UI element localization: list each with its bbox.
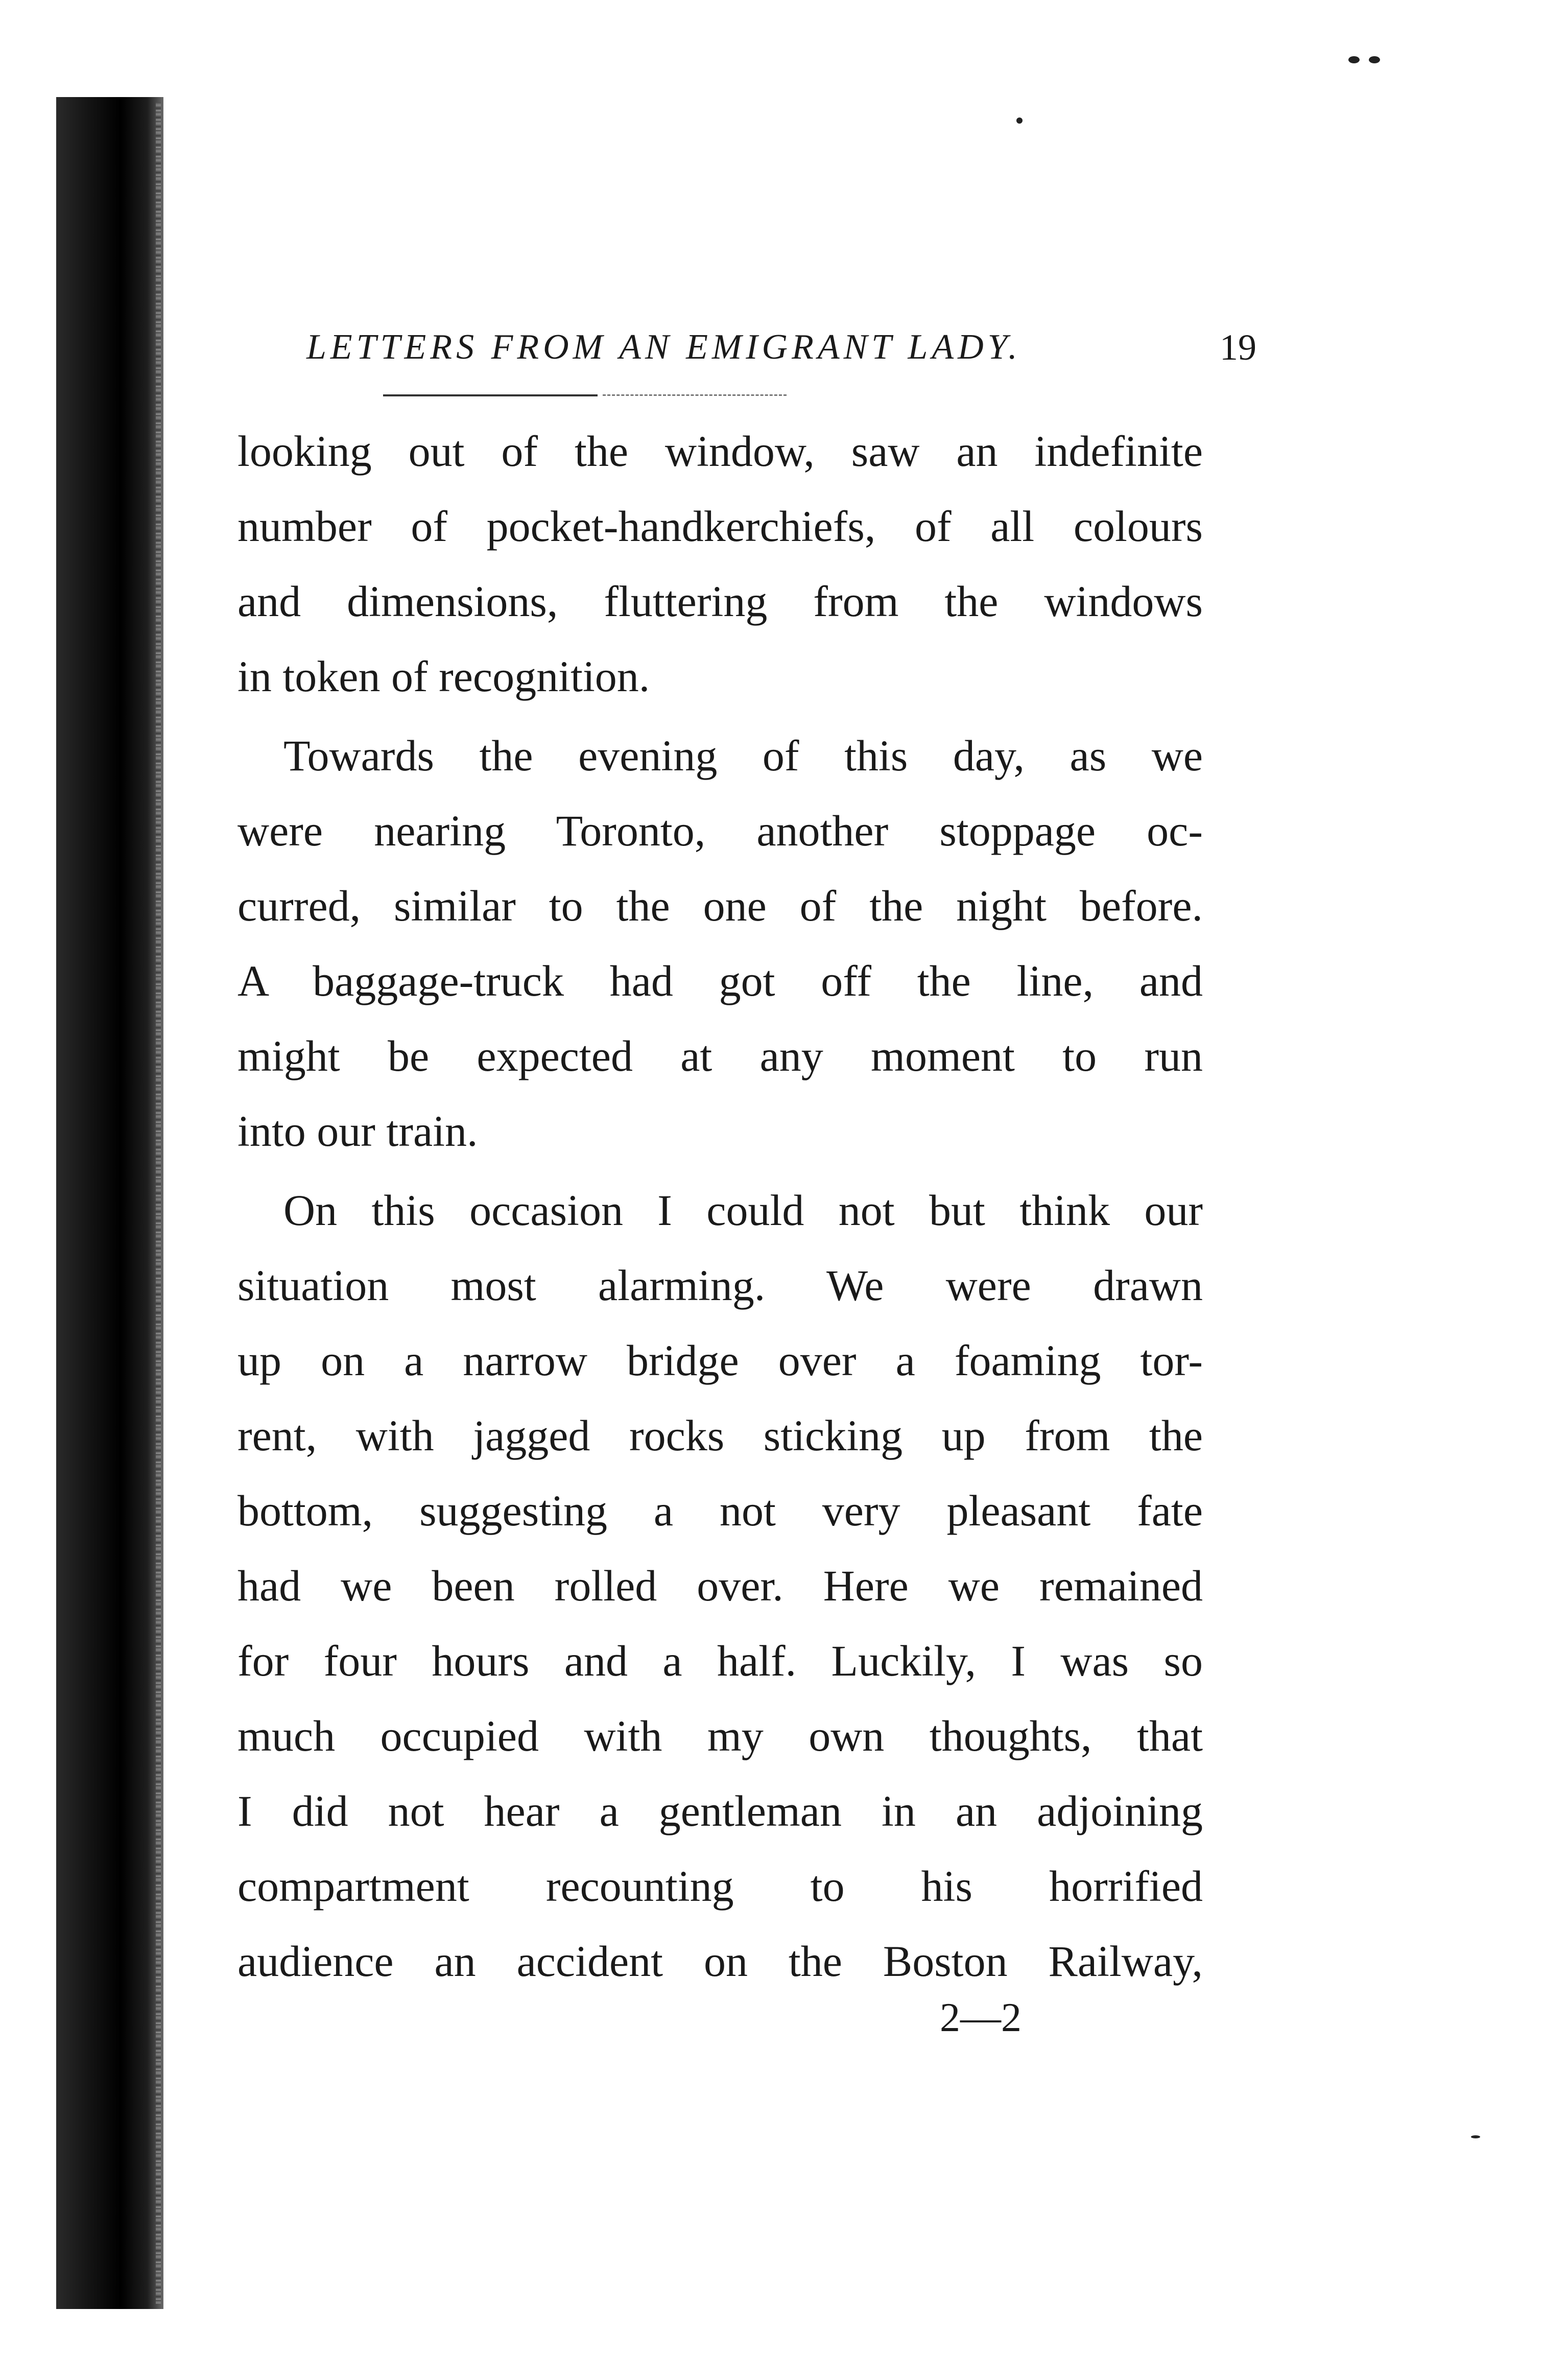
text-line: rent, with jagged rocks sticking up from the (237, 1411, 1203, 1460)
text-line: I did not hear a gentleman in an adjoining (237, 1786, 1203, 1835)
scan-speck (1471, 2135, 1480, 2138)
running-header (306, 317, 1256, 378)
binding-edge (156, 102, 161, 2304)
header-rule-dashed (603, 394, 787, 396)
text-line: compartment recounting to his horrified (237, 1862, 1203, 1911)
paragraph (237, 414, 1203, 714)
running-title: LETTERS FROM AN EMIGRANT LADY. (306, 327, 1021, 367)
text-line: curred, similar to the one of the night before. (237, 881, 1203, 930)
text-line: in token of recognition. (237, 652, 650, 701)
page-number: 19 (1220, 326, 1256, 368)
text-line: bottom, suggesting a not very pleasant fate (237, 1486, 1203, 1535)
text-line: up on a narrow bridge over a foaming tor- (237, 1336, 1203, 1385)
scan-speck (1016, 117, 1023, 124)
text-line: On this occasion I could not but think our (283, 1186, 1203, 1235)
text-line: audience an accident on the Boston Railway, (237, 1937, 1203, 1986)
text-line: were nearing Toronto, another stoppage oc- (237, 806, 1203, 855)
text-line: much occupied with my own thoughts, that (237, 1711, 1203, 1760)
scan-speck (1369, 56, 1380, 63)
signature-mark: 2—2 (940, 1995, 1021, 2040)
paragraph (237, 718, 1203, 1169)
text-line: number of pocket-handkerchiefs, of all colours (237, 502, 1203, 551)
header-rule (383, 394, 598, 396)
text-line: might be expected at any moment to run (237, 1031, 1203, 1080)
body-text (237, 414, 1203, 1999)
text-line: Towards the evening of this day, as we (283, 731, 1203, 780)
text-line: and dimensions, fluttering from the windows (237, 577, 1203, 626)
text-line: into our train. (237, 1106, 478, 1156)
binding-shadow (56, 97, 163, 2309)
scan-speck (1348, 56, 1360, 63)
paragraph (237, 1173, 1203, 1999)
text-line: A baggage-truck had got off the line, and (237, 956, 1203, 1005)
text-line: for four hours and a half. Luckily, I was so (237, 1636, 1203, 1685)
text-line: had we been rolled over. Here we remained (237, 1561, 1203, 1610)
text-line: situation most alarming. We were drawn (237, 1261, 1203, 1310)
text-line: looking out of the window, saw an indefinite (237, 427, 1203, 476)
